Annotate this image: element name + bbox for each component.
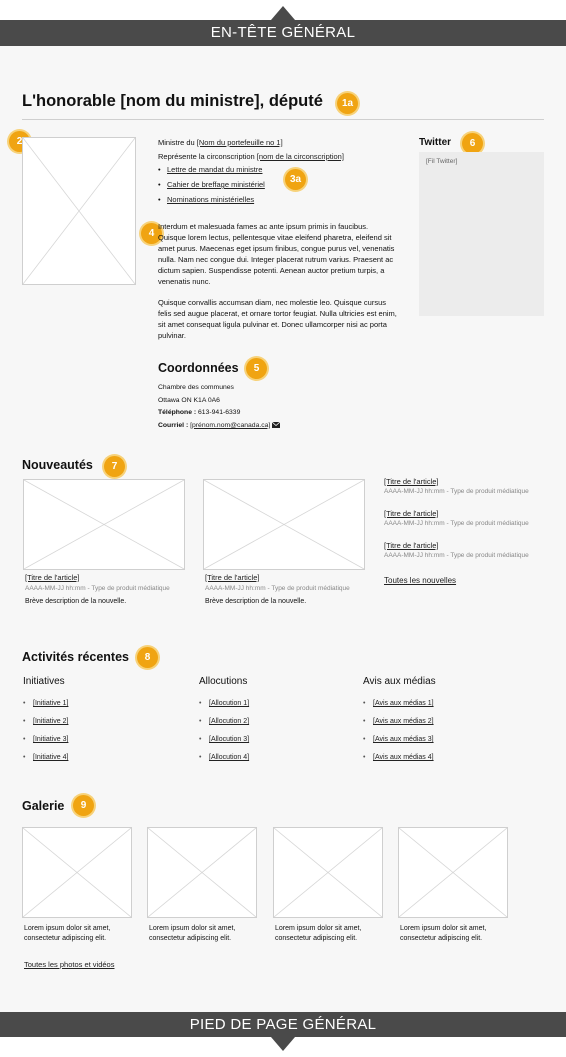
twitter-heading: Twitter — [419, 137, 452, 148]
badge-9: 9 — [73, 795, 94, 816]
list-item — [23, 698, 68, 716]
list-item — [199, 716, 249, 734]
footer-arrow-down-icon — [271, 1037, 295, 1051]
news-meta: AAAA-MM-JJ hh:mm - Type de produit médiatique — [205, 585, 350, 592]
list-item — [23, 734, 68, 752]
contact-line-2: Ottawa ON K1A 0A6 — [158, 396, 220, 404]
activities-heading: Activités récentes — [22, 650, 130, 664]
image-placeholder-icon — [23, 828, 131, 917]
briefing-book-link[interactable]: Cahier de breffage ministériel — [167, 180, 265, 189]
activities-col-media-advisories — [363, 676, 436, 770]
minister-role — [158, 137, 283, 149]
global-footer — [0, 1012, 566, 1037]
twitter-feed[interactable] — [419, 152, 544, 316]
speech-link[interactable]: [Allocution 1] — [209, 700, 250, 707]
title-divider — [22, 119, 544, 120]
minister-link-item: • Nominations ministérielles — [158, 195, 255, 204]
media-advisories-list — [363, 698, 436, 770]
contact-details — [158, 382, 280, 432]
page-title: L'honorable [nom du ministre], député — [22, 92, 323, 110]
contact-line-1: Chambre des communes — [158, 384, 234, 391]
badge-7: 7 — [104, 456, 125, 477]
news-list-item — [384, 477, 529, 509]
image-placeholder-icon — [24, 480, 184, 569]
minister-link-item: • Lettre de mandat du ministre — [158, 165, 263, 174]
footer-label: PIED DE PAGE GÉNÉRAL — [189, 1016, 377, 1033]
riding-prefix: Représente la circonscription — [158, 152, 257, 161]
minister-portrait — [22, 137, 136, 285]
badge-2: 2 — [9, 131, 30, 152]
list-item — [199, 752, 249, 770]
badge-6: 6 — [462, 133, 483, 154]
speeches-list — [199, 698, 249, 770]
news-title-link[interactable]: [Titre de l'article] — [205, 573, 260, 582]
twitter-feed-label: [Fil Twitter] — [426, 158, 458, 165]
list-item — [23, 716, 68, 734]
news-desc: Brève description de la nouvelle. — [205, 598, 307, 605]
role-prefix: Ministre du — [158, 138, 197, 147]
gallery-heading: Galerie — [22, 799, 65, 813]
phone-label: Téléphone : — [158, 409, 197, 416]
initiative-link[interactable]: [Initiative 4] — [33, 754, 69, 761]
badge-3a: 3a — [285, 169, 306, 190]
news-meta: AAAA-MM-JJ hh:mm - Type de produit médiatique — [384, 552, 529, 559]
news-featured-1 — [25, 573, 170, 605]
badge-8: 8 — [137, 647, 158, 668]
image-placeholder-icon — [204, 480, 364, 569]
list-item — [199, 734, 249, 752]
initiative-link[interactable]: [Initiative 2] — [33, 718, 69, 725]
list-item — [363, 752, 436, 770]
gallery-image-1[interactable] — [22, 827, 132, 918]
gallery-caption-1: Lorem ipsum dolor sit amet, consectetur adipiscing elit. — [24, 925, 111, 942]
mandate-letter-link[interactable]: Lettre de mandat du ministre — [167, 165, 263, 174]
news-image-2[interactable] — [203, 479, 365, 570]
gallery-image-3[interactable] — [273, 827, 383, 918]
news-list-item — [384, 541, 529, 573]
badge-5: 5 — [246, 358, 267, 379]
list-item — [363, 734, 436, 752]
speech-link[interactable]: [Allocution 2] — [209, 718, 250, 725]
global-header — [0, 20, 566, 46]
header-label: EN-TÊTE GÉNÉRAL — [210, 24, 356, 41]
media-advisory-link[interactable]: [Avis aux médias 2] — [373, 718, 434, 725]
list-item — [199, 698, 249, 716]
header-arrow-up-icon — [271, 6, 295, 20]
portfolio-link[interactable]: [Nom du portefeuille no 1] — [196, 138, 283, 147]
badge-4: 4 — [141, 223, 162, 244]
list-item — [363, 698, 436, 716]
minister-riding — [158, 151, 344, 163]
news-title-link[interactable]: [Titre de l'article] — [384, 541, 439, 550]
minister-bio-2: Quisque convallis accumsan diam, nec molestie leo. Quisque cursus felis sed augue placerat, et ornare tortor feugiat. Nulla ultricies est enim, sit amet consequat ligula pulvinar et. Donec ullamcorper nisi ac porta pulvinar. — [158, 298, 397, 340]
news-meta: AAAA-MM-JJ hh:mm - Type de produit médiatique — [384, 520, 529, 527]
media-advisory-link[interactable]: [Avis aux médias 4] — [373, 754, 434, 761]
news-heading: Nouveautés — [22, 458, 93, 472]
all-news-link[interactable]: Toutes les nouvelles — [384, 576, 457, 585]
list-item — [23, 752, 68, 770]
initiative-link[interactable]: [Initiative 1] — [33, 700, 69, 707]
activities-col-title: Allocutions — [199, 676, 248, 687]
media-advisory-link[interactable]: [Avis aux médias 1] — [373, 700, 434, 707]
news-desc: Brève description de la nouvelle. — [25, 598, 127, 605]
news-image-1[interactable] — [23, 479, 185, 570]
all-photos-link[interactable]: Toutes les photos et vidéos — [24, 960, 115, 969]
minister-bio-1: Interdum et malesuada fames ac ante ipsum primis in faucibus. Quisque lorem lectus, pellentesque vitae eleifend pharetra, eleifend sit amet purus. Maecenas eget ipsum finibus, congue purus vel, venenatis nulla. Nam nec congue dui. Integer placerat rutrum varius. Praesent ac dictum sapien. Suspendisse potenti. Aenean auctor pretium turpis, a venenatis nunc. — [158, 222, 395, 286]
gallery-caption-4: Lorem ipsum dolor sit amet, consectetur adipiscing elit. — [400, 925, 487, 942]
image-placeholder-icon — [23, 138, 135, 284]
gallery-caption-2: Lorem ipsum dolor sit amet, consectetur adipiscing elit. — [149, 925, 236, 942]
contact-phone — [158, 407, 280, 420]
speech-link[interactable]: [Allocution 3] — [209, 736, 250, 743]
news-meta: AAAA-MM-JJ hh:mm - Type de produit médiatique — [384, 488, 529, 495]
news-list — [384, 477, 529, 585]
contact-heading: Coordonnées — [158, 361, 239, 375]
news-title-link[interactable]: [Titre de l'article] — [384, 477, 439, 486]
phone-value: 613-941-6339 — [198, 409, 241, 416]
activities-col-title: Avis aux médias — [363, 676, 436, 687]
speech-link[interactable]: [Allocution 4] — [209, 754, 250, 761]
media-advisory-link[interactable]: [Avis aux médias 3] — [373, 736, 434, 743]
news-title-link[interactable]: [Titre de l'article] — [25, 573, 80, 582]
activities-col-initiatives — [23, 676, 68, 770]
initiative-link[interactable]: [Initiative 3] — [33, 736, 69, 743]
gallery-image-2[interactable] — [147, 827, 257, 918]
list-item — [363, 716, 436, 734]
riding-link[interactable]: [nom de la circonscription] — [256, 152, 344, 161]
news-featured-2 — [205, 573, 350, 605]
activities-col-speeches — [199, 676, 249, 770]
contact-email — [158, 420, 280, 433]
gallery-image-4[interactable] — [398, 827, 508, 918]
appointments-link[interactable]: Nominations ministérielles — [167, 195, 255, 204]
image-placeholder-icon — [274, 828, 382, 917]
image-placeholder-icon — [399, 828, 507, 917]
email-label: Courriel : — [158, 421, 189, 429]
news-meta: AAAA-MM-JJ hh:mm - Type de produit médiatique — [25, 585, 170, 592]
minister-link-item: • Cahier de breffage ministériel — [158, 180, 265, 189]
envelope-icon[interactable] — [272, 422, 280, 428]
initiatives-list — [23, 698, 68, 770]
gallery-caption-3: Lorem ipsum dolor sit amet, consectetur adipiscing elit. — [275, 925, 362, 942]
news-title-link[interactable]: [Titre de l'article] — [384, 509, 439, 518]
email-link[interactable]: [prénom.nom@canada.ca] — [190, 421, 271, 429]
image-placeholder-icon — [148, 828, 256, 917]
news-list-item — [384, 509, 529, 541]
activities-col-title: Initiatives — [23, 676, 65, 687]
minister-links — [158, 164, 265, 209]
badge-1a: 1a — [337, 93, 358, 114]
